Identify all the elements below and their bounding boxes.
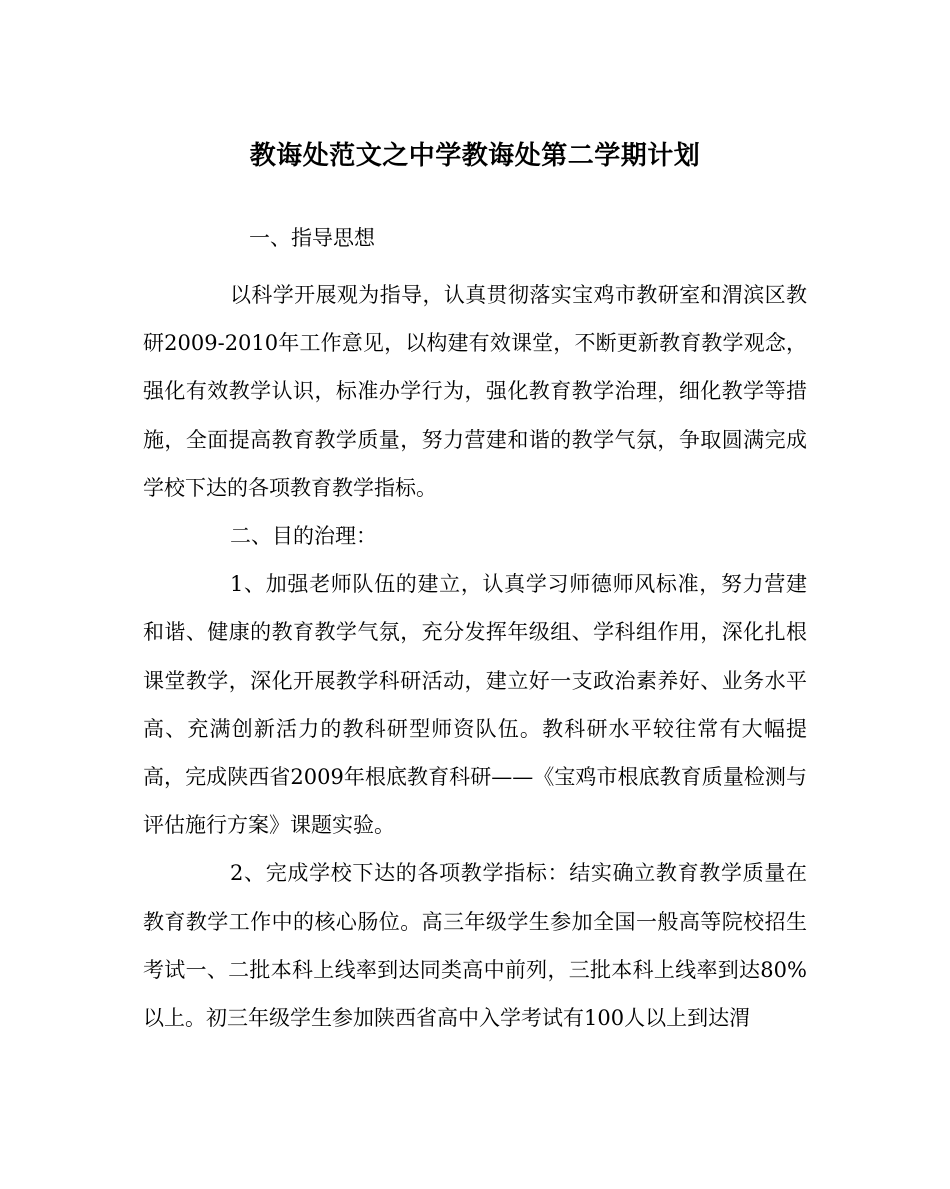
paragraph-teaching-targets: 2、完成学校下达的各项教学指标：结实确立教育教学质量在教育教学工作中的核心肠位。高三年级学生参加全国一般高等院校招生考试一、二批本科上线率到达同类高中前列，三批本科上线率到达80%以上。初三年级学生参加陕西省高中入学考试有100人以上到达渭	[143, 861, 807, 1031]
paragraph-teacher-team: 1、加强老师队伍的建立，认真学习师德师风标准，努力营建和谐、健康的教育教学气氛，充分发挥年级组、学科组作用，深化扎根课堂教学，深化开展教学科研活动，建立好一支政治素养好、业务水平高、充满创新活力的教科研型师资队伍。教科研水平较往常有大幅提高，完成陕西省2009年根底教育科研——《宝鸡市根底教育质量检测与评估施行方案》课题实验。	[143, 572, 807, 838]
section-heading-guiding-ideology: 一、指导思想	[249, 226, 375, 250]
document-body	[143, 223, 807, 1042]
paragraph-guiding-ideology: 以科学开展观为指导，认真贯彻落实宝鸡市教研室和渭滨区教研2009-2010年工作意见，以构建有效课堂，不断更新教育教学观念，强化有效教学认识，标准办学行为，强化教育教学治理，细化教学等措施，全面提高教育教学质量，努力营建和谐的教学气氛，争取圆满完成学校下达的各项教育教学指标。	[143, 283, 807, 500]
section-heading-goal-management: 二、目的治理：	[230, 524, 377, 549]
document-title: 教诲处范文之中学教诲处第二学期计划	[249, 141, 701, 171]
